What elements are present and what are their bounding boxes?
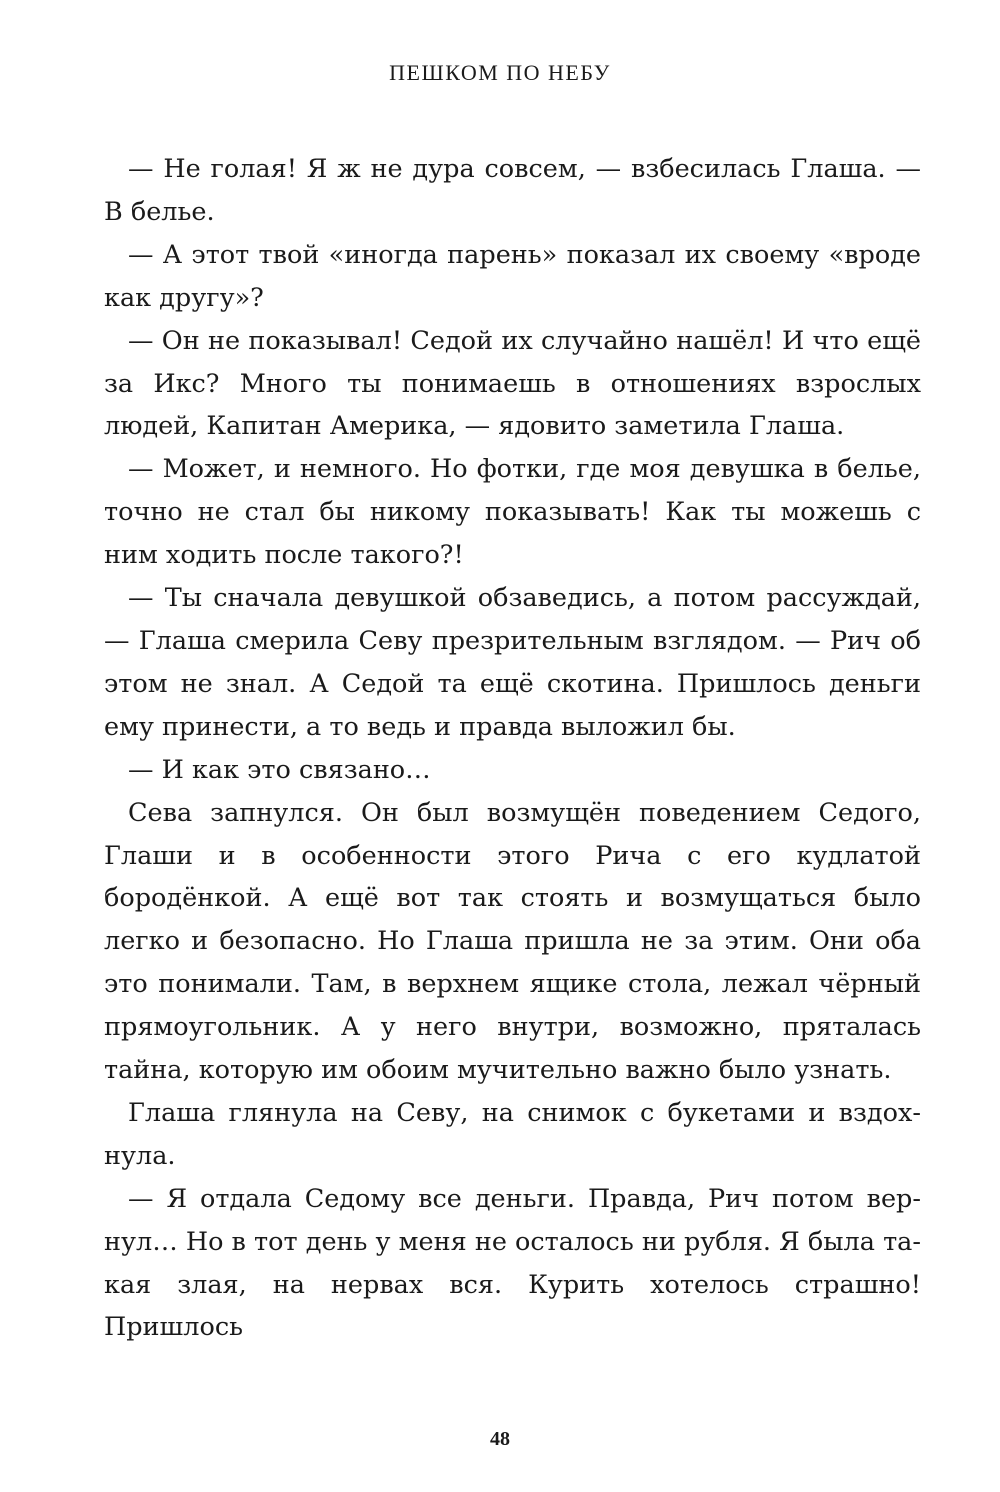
paragraph-5: — Ты сначала девушкой обзаведись, а потом рассуждай, — Глаша смерила Севу презрительным взглядом. — Рич об этом не знал. А Седой та ещё скотина. Пришлось деньги ему принести, а то ведь и правда выложил бы. — [104, 583, 921, 742]
paragraph-4: — Может, и немного. Но фотки, где моя девушка в белье, точно не стал бы никому показывать! Как ты можешь с ним ходить после такого?! — [104, 454, 921, 571]
paragraph-7: Сева запнулся. Он был возмущён поведением Седого, Глаши и в особенности этого Рича с его кудлатой бородёнкой. А ещё вот так стоять и возмущаться было легко и безопасно. Но Глаша пришла не за этим. Они оба это понимали. Там, в верхнем ящике стола, лежал чёрный прямоугольник. А у него внутри, возможно, пряталась тайна, которую им обоим мучительно важно было узнать. — [104, 797, 921, 1086]
running-title: ПЕШКОМ ПО НЕБУ — [389, 60, 611, 85]
paragraph-9: — Я отдала Седому все деньги. Правда, Рич потом вернул… Но в тот день у меня не осталось ни рубля. Я была такая злая, на нервах вся. Курить хотелось страшно! Пришлось — [104, 1183, 921, 1343]
paragraph-6: — И как это связано… — [128, 754, 431, 785]
paragraph-3: — Он не показывал! Седой их случайно нашёл! И что ещё за Икс? Много ты понимаешь в отношениях взрослых людей, Капитан Америка, — ядовито заметила Глаша. — [104, 325, 921, 442]
paragraph-8: Глаша глянула на Севу, на снимок с букетами и вздохнула. — [104, 1097, 921, 1171]
page-number: 48 — [490, 1428, 510, 1450]
paragraph-1: — Не голая! Я ж не дура совсем, — взбесилась Глаша. — В белье. — [104, 154, 921, 227]
paragraph-2: — А этот твой «иногда парень» показал их своему «вроде как другу»? — [104, 239, 921, 313]
body-text — [104, 148, 921, 1349]
